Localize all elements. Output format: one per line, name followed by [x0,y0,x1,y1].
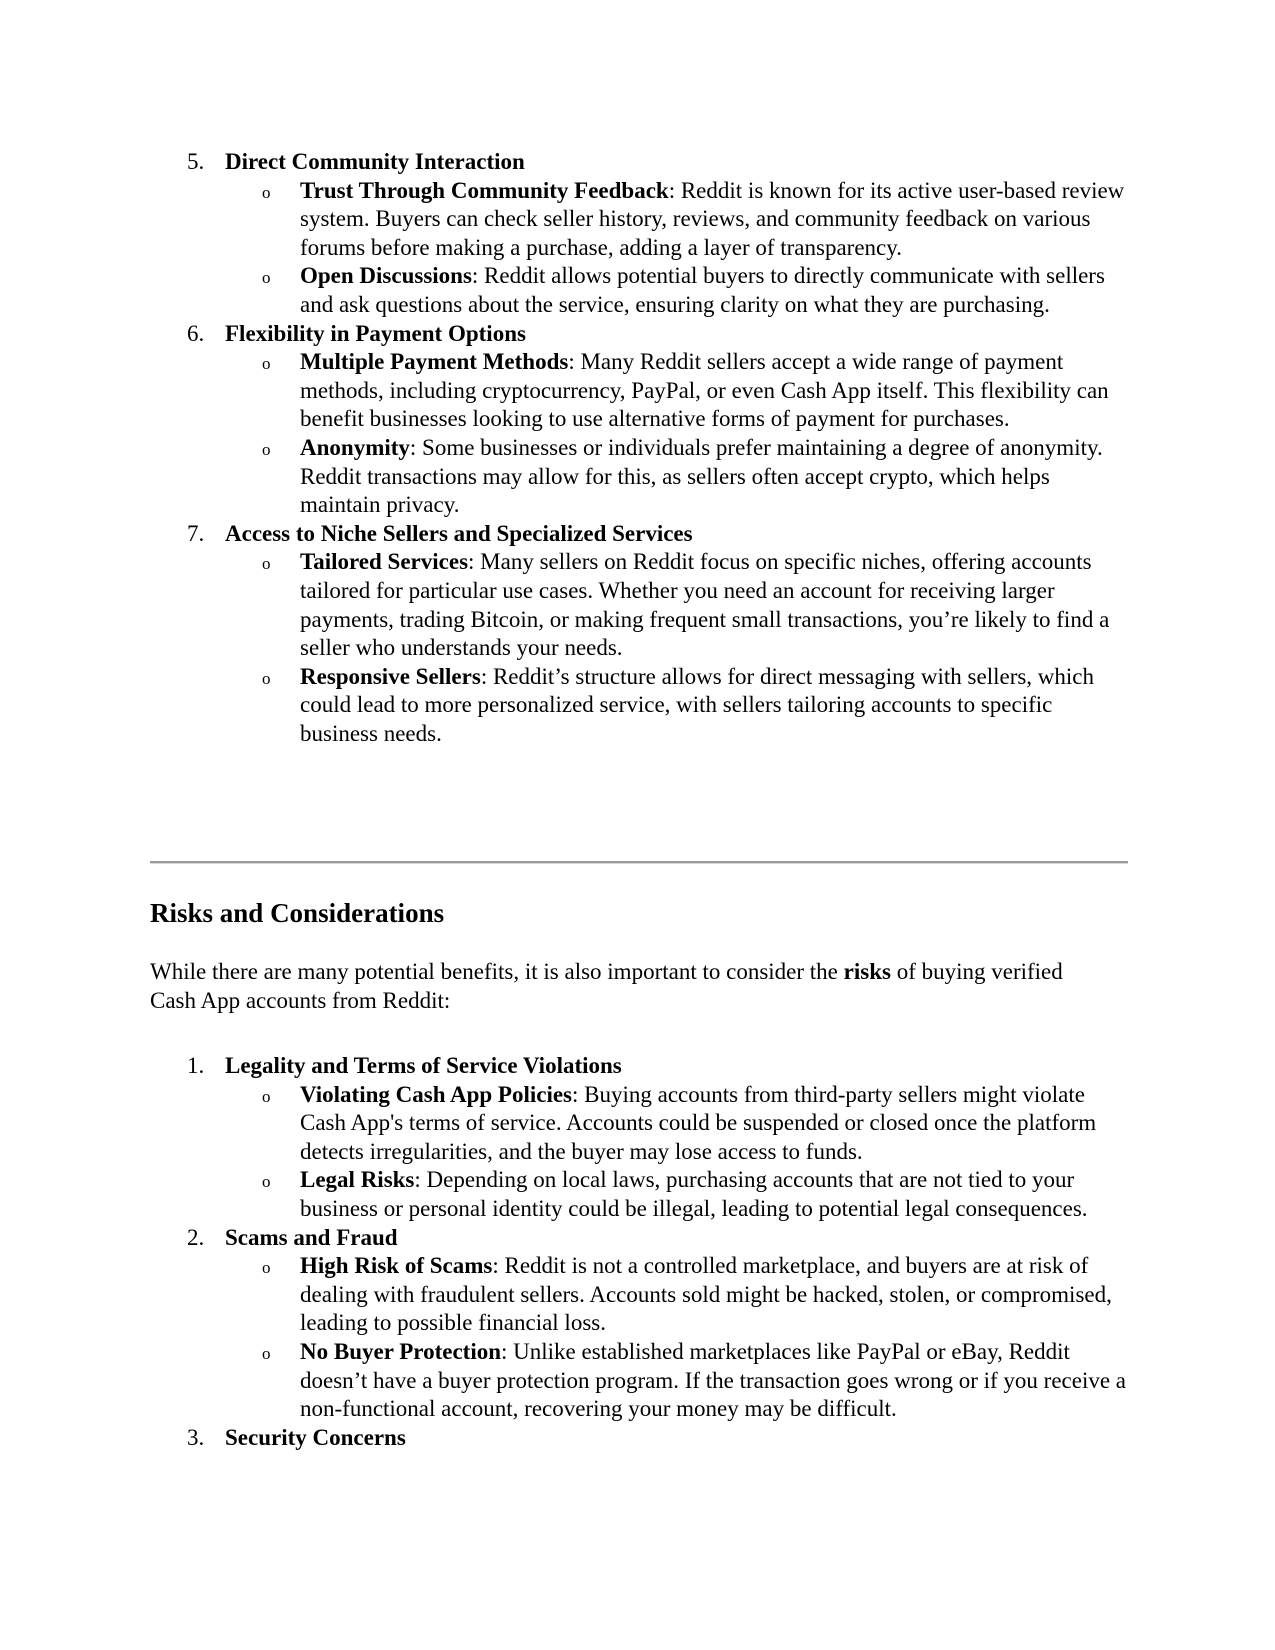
bullet-marker: o [262,354,271,374]
benefits-list [150,148,1130,748]
bullet-marker: o [262,668,271,688]
list-item-title: Flexibility in Payment Options [225,320,526,346]
bullet-text: : Unlike established marketplaces like PayPal or eBay, Reddit doesn’t have a buyer protection program. If the transaction goes wrong or if you receive a non-functional account, recovering your money may be difficult. [300,1338,1127,1422]
bullet-term: Legal Risks [300,1167,415,1193]
sub-bullet [150,434,1128,520]
list-item-heading [150,1424,1130,1453]
sub-bullet [150,1081,1128,1167]
bullet-text: : Depending on local laws, purchasing accounts that are not tied to your business or personal identity could be illegal, leading to potential legal consequences. [300,1167,1088,1221]
bullet-text: : Many Reddit sellers accept a wide range of payment methods, including cryptocurrency, PayPal, or even Cash App itself. This flexibility can benefit businesses looking to use alternative forms of payment for purchases. [300,349,1109,432]
list-number: 7. [187,520,205,546]
bullet-term: Anonymity [300,434,410,460]
intro-bold-word: risks [843,959,891,984]
list-item-title: Direct Community Interaction [225,149,525,174]
bullet-term: Tailored Services [300,549,469,575]
intro-paragraph [150,958,1090,1015]
risks-list [150,1052,1130,1452]
bullet-text: : Reddit’s structure allows for direct messaging with sellers, which could lead to more personalized service, with sellers tailoring accounts to specific business needs. [300,663,1095,746]
bullet-marker: o [262,182,271,202]
bullet-marker: o [262,1343,271,1363]
bullet-text: : Some businesses or individuals prefer maintaining a degree of anonymity. Reddit transactions may allow for this, as sellers often accept crypto, which helps maintain privacy. [300,434,1103,518]
list-item-heading [150,1224,1130,1253]
bullet-marker: o [262,268,271,288]
list-item-title: Security Concerns [225,1424,406,1450]
sub-bullet [150,262,1128,319]
bullet-marker: o [262,1258,271,1278]
bullet-marker: o [262,1086,271,1106]
bullet-text: : Many sellers on Reddit focus on specific niches, offering accounts tailored for particular use cases. Whether you need an account for receiving larger payments, trading Bitcoin, or making frequent small transactions, you’re likely to find a seller who understands your needs. [300,549,1110,661]
section-heading: Risks and Considerations [150,898,445,928]
list-number: 6. [187,320,205,346]
list-item-title: Access to Niche Sellers and Specialized Services [225,520,693,546]
bullet-marker: o [262,1172,271,1192]
bullet-marker: o [262,439,271,459]
list-number: 2. [187,1224,205,1250]
bullet-term: Trust Through Community Feedback [300,177,669,203]
list-number: 3. [187,1424,205,1450]
bullet-term: Open Discussions [300,263,472,289]
bullet-text: : Reddit is not a controlled marketplace, and buyers are at risk of dealing with fraudulent sellers. Accounts sold might be hacked, stolen, or compromised, leading to possible financial loss. [300,1253,1112,1336]
bullet-term: No Buyer Protection [300,1338,502,1364]
list-item-heading [150,320,1130,349]
list-item-title: Legality and Terms of Service Violations [225,1053,622,1078]
bullet-term: Multiple Payment Methods [300,349,569,375]
horizontal-divider [150,861,1128,864]
sub-bullet [150,548,1128,662]
list-item-heading [150,520,1130,549]
sub-bullet [150,1338,1128,1424]
list-number: 1. [187,1053,205,1078]
bullet-text: : Reddit is known for its active user-based review system. Buyers can check seller history, reviews, and community feedback on various forums before making a purchase, adding a layer of transparency. [300,177,1125,260]
intro-text-end: of buying verified Cash App accounts from Reddit: [150,959,1063,1013]
sub-bullet [150,177,1128,263]
sub-bullet [150,348,1128,434]
sub-bullet [150,1252,1128,1338]
bullet-marker: o [262,554,271,574]
list-item-heading [150,148,1130,177]
sub-bullet [150,663,1128,749]
bullet-term: Responsive Sellers [300,663,481,689]
sub-bullet [150,1166,1128,1223]
list-number: 5. [187,149,205,174]
bullet-text: : Reddit allows potential buyers to directly communicate with sellers and ask questions about the service, ensuring clarity on what they are purchasing. [300,263,1105,317]
bullet-text: : Buying accounts from third-party sellers might violate Cash App's terms of service. Accounts could be suspended or closed once the platform detects irregularities, and the buyer may lose access to funds. [300,1081,1097,1164]
intro-text-start: While there are many potential benefits, it is also important to consider the [150,959,844,984]
bullet-term: High Risk of Scams [300,1253,493,1279]
list-item-title: Scams and Fraud [225,1224,398,1250]
list-item-heading [150,1052,1130,1081]
bullet-term: Violating Cash App Policies [300,1081,572,1107]
